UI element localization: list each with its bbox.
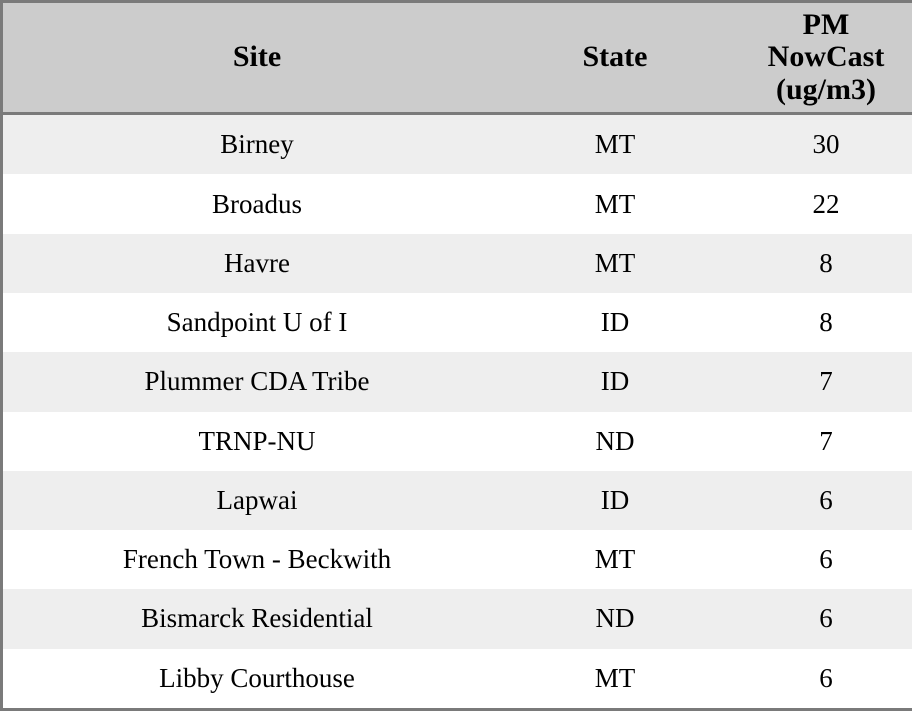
table-row [3, 530, 912, 589]
cell-site: Plummer CDA Tribe [3, 352, 511, 411]
column-header-state: State [511, 3, 719, 114]
cell-state: ID [511, 471, 719, 530]
cell-site: Havre [3, 234, 511, 293]
cell-pm-nowcast: 6 [719, 471, 912, 530]
cell-pm-nowcast: 8 [719, 234, 912, 293]
table-row [3, 352, 912, 411]
column-header-pm-nowcast [719, 3, 912, 114]
cell-state: MT [511, 530, 719, 589]
cell-pm-nowcast: 6 [719, 530, 912, 589]
cell-pm-nowcast: 6 [719, 589, 912, 648]
table-header [3, 3, 912, 114]
cell-site: Birney [3, 114, 511, 175]
cell-pm-nowcast: 7 [719, 352, 912, 411]
cell-pm-nowcast: 7 [719, 412, 912, 471]
table-row [3, 174, 912, 233]
cell-state: ND [511, 589, 719, 648]
table-row [3, 412, 912, 471]
cell-state: MT [511, 649, 719, 708]
column-header-site: Site [3, 3, 511, 114]
table-header-row [3, 3, 912, 114]
table-row [3, 114, 912, 175]
table-row [3, 471, 912, 530]
air-quality-table [3, 3, 912, 708]
column-header-pm-nowcast-line-1: PM [802, 8, 850, 41]
cell-state: ID [511, 352, 719, 411]
table-row [3, 649, 912, 708]
cell-state: MT [511, 234, 719, 293]
column-header-pm-nowcast-line-2: NowCast [767, 40, 885, 74]
cell-state: ND [511, 412, 719, 471]
cell-state: MT [511, 174, 719, 233]
cell-site: Broadus [3, 174, 511, 233]
cell-site: Lapwai [3, 471, 511, 530]
cell-site: TRNP-NU [3, 412, 511, 471]
table-row [3, 234, 912, 293]
column-header-pm-nowcast-line-3: (ug/m3) [776, 72, 876, 106]
cell-site: Bismarck Residential [3, 589, 511, 648]
cell-state: MT [511, 114, 719, 175]
table-body [3, 114, 912, 708]
cell-state: ID [511, 293, 719, 352]
table-row [3, 293, 912, 352]
cell-pm-nowcast: 8 [719, 293, 912, 352]
cell-site: Libby Courthouse [3, 649, 511, 708]
table-row [3, 589, 912, 648]
cell-site: Sandpoint U of I [3, 293, 511, 352]
cell-pm-nowcast: 22 [719, 174, 912, 233]
cell-pm-nowcast: 6 [719, 649, 912, 708]
cell-pm-nowcast: 30 [719, 114, 912, 175]
cell-site: French Town - Beckwith [3, 530, 511, 589]
